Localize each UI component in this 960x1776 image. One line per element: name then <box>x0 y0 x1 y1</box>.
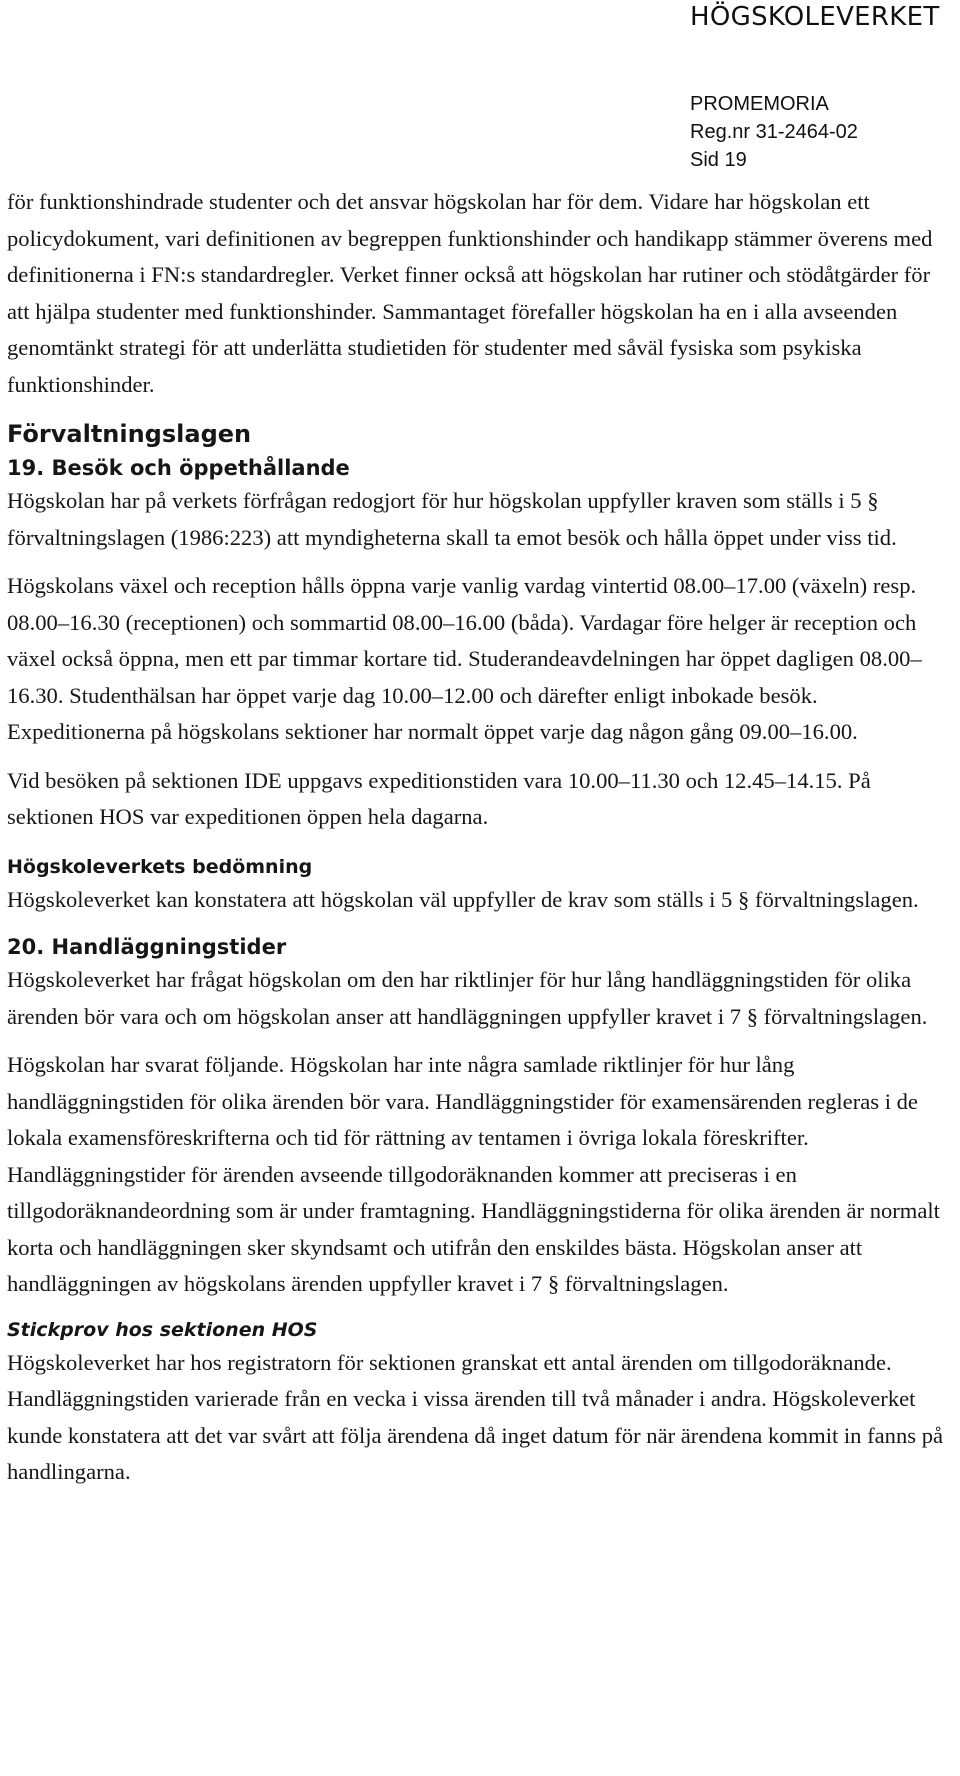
page-number: Sid 19 <box>690 149 747 171</box>
section-heading: Förvaltningslagen <box>7 420 252 448</box>
intro-paragraph: för funktionshindrade studenter och det ansvar högskolan har för dem. Vidare har högskolan ett policydokument, vari definitionen av begreppen funktionshinder och handikapp stämmer överens med definitionerna i FN:s standardregler. Verket finner också att högskolan har rutiner och stödåtgärder för att hjälpa studenter med funktionshinder. Sammantaget förefaller högskolan ha en i alla avseenden genomtänkt strategi för att underlätta studietiden för studenter med såväl fysiska som psykiska funktionshinder. <box>7 189 933 397</box>
assessment-heading: Högskoleverkets bedömning <box>7 855 313 878</box>
item-19-heading: 19. Besök och öppethållande <box>7 456 350 480</box>
item-19-paragraph-2: Högskolans växel och reception hålls öppna varje vanlig vardag vintertid 08.00–17.00 (växeln) resp. 08.00–16.30 (receptionen) och sommartid 08.00–16.00 (båda). Vardagar före helger är reception och växel också öppna, men ett par timmar kortare tid. Studerandeavdelningen har öppet dagligen 08.00–16.30. Studenthälsan har öppet varje dag 10.00–12.00 och därefter enligt inbokade besök. Expeditionerna på högskolans sektioner har normalt öppet varje dag någon gång 09.00–16.00. <box>7 573 922 744</box>
sample-heading: Stickprov hos sektionen HOS <box>7 1318 318 1341</box>
item-20-paragraph-2: Högskolan har svarat följande. Högskolan har inte några samlade riktlinjer för hur lång handläggningstiden för olika ärenden bör vara. Handläggningstider för examensärenden regleras i de lokala examensföreskrifterna och tid för rättning av tentamen i övriga lokala föreskrifter. Handläggningstider för ärenden avseende tillgodoräknanden kommer att preciseras i en tillgodoräknandeordning som är under framtagning. Handläggningstiderna för olika ärenden är normalt korta och handläggningen sker skyndsamt och utifrån den enskildes bästa. Högskolan anser att handläggningen av högskolans ärenden uppfyller kravet i 7 § förvaltningslagen. <box>7 1052 940 1296</box>
document-type: PROMEMORIA <box>690 93 829 115</box>
sample-paragraph: Högskoleverket har hos registratorn för sektionen granskat ett antal ärenden om tillgodoräknande. Handläggningstiden varierade från en vecka i vissa ärenden till två månader i andra. Högskoleverket kunde konstatera att det var svårt att följa ärendena då inget datum för när ärendena kommit in fanns på handlingarna. <box>7 1349 944 1484</box>
item-20-paragraph-1: Högskoleverket har frågat högskolan om den har riktlinjer för hur lång handläggningstiden för olika ärenden bör vara och om högskolan anser att handläggningen uppfyller kravet i 7 § förvaltningslagen. <box>7 967 928 1029</box>
assessment-paragraph: Högskoleverket kan konstatera att högskolan väl uppfyller de krav som ställs i 5 § förvaltningslagen. <box>7 886 919 912</box>
item-19-paragraph-1: Högskolan har på verkets förfrågan redogjort för hur högskolan uppfyller kraven som ställs i 5 § förvaltningslagen (1986:223) att myndigheterna skall ta emot besök och hålla öppet under viss tid. <box>7 488 897 550</box>
item-19-paragraph-3: Vid besöken på sektionen IDE uppgavs expeditionstiden vara 10.00–11.30 och 12.45–14.15. På sektionen HOS var expeditionen öppen hela dagarna. <box>7 767 871 829</box>
registration-number: Reg.nr 31-2464-02 <box>690 121 858 143</box>
item-20-heading: 20. Handläggningstider <box>7 935 287 959</box>
organization-name: HÖGSKOLEVERKET <box>690 2 940 32</box>
document-body <box>7 184 953 1491</box>
document-meta <box>690 90 858 174</box>
